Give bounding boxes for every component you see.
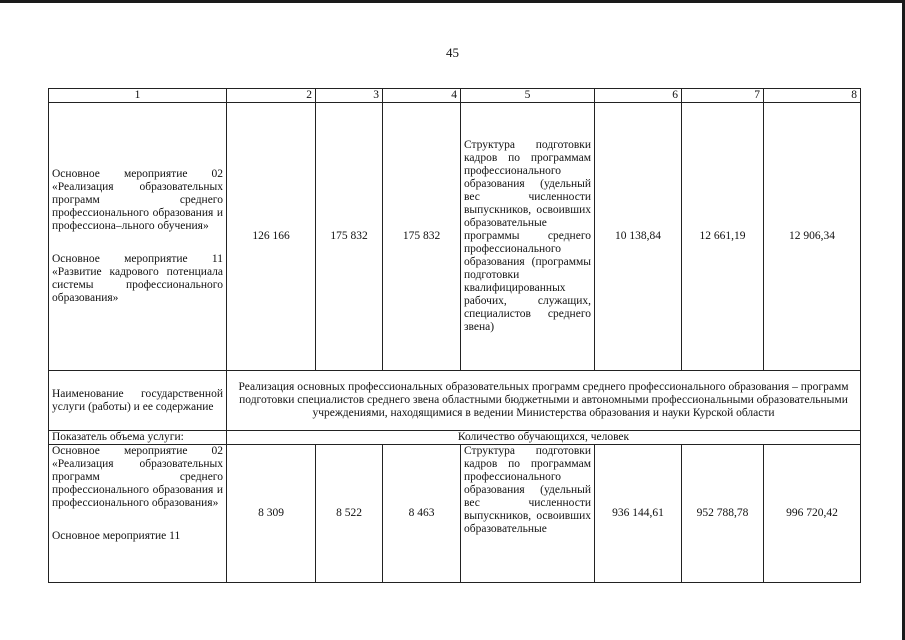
program-table — [48, 88, 861, 583]
header-cell-6: 6 — [595, 89, 682, 103]
service-name-value: Реализация основных профессиональных образовательных программ среднего профессионального образования – программ подготовки специалистов среднего звена областными бюджетными и автономными профессиональными образовательными учреждениями, находящимися в ведении Министерства образования и науки Курской области — [227, 371, 861, 431]
service-name-row — [49, 371, 861, 431]
activity-cell — [49, 103, 227, 371]
volume-indicator-value: Количество обучающихся, человек — [227, 431, 861, 445]
indicator-text: Структура подготовки кадров по программам профессионального образования (удельный вес численности выпускников, освоивших образовательные — [461, 445, 595, 583]
value-col2: 8 309 — [227, 445, 316, 583]
activity-02-text: Основное мероприятие 02 «Реализация образовательных программ среднего профессионального образования и профессиона–льного обучения» — [52, 168, 223, 232]
header-cell-4: 4 — [383, 89, 461, 103]
value-col7: 12 661,19 — [682, 103, 764, 371]
activity-cell — [49, 445, 227, 583]
value-col4: 8 463 — [383, 445, 461, 583]
header-cell-8: 8 — [764, 89, 861, 103]
value-col3: 8 522 — [316, 445, 383, 583]
header-row — [49, 89, 861, 103]
value-col8: 12 906,34 — [764, 103, 861, 371]
value-col4: 175 832 — [383, 103, 461, 371]
table-row — [49, 445, 861, 583]
value-col6: 10 138,84 — [595, 103, 682, 371]
activity-11-text: Основное мероприятие 11 — [52, 530, 181, 542]
scan-border-top — [0, 0, 905, 3]
page-number: 45 — [446, 45, 459, 60]
table-row — [49, 103, 861, 371]
value-col2: 126 166 — [227, 103, 316, 371]
activity-02-text: Основное мероприятие 02 «Реализация образовательных программ среднего профессионального образования и профессионального образования» — [52, 445, 223, 509]
header-cell-2: 2 — [227, 89, 316, 103]
value-col3: 175 832 — [316, 103, 383, 371]
value-col8: 996 720,42 — [764, 445, 861, 583]
header-cell-5: 5 — [461, 89, 595, 103]
indicator-text: Структура подготовки кадров по программам профессионального образования (удельный вес численности выпускников, освоивших образовательные программы среднего профессионального образования (программы подготовки квалифицированных рабочих, служащих, специалистов среднего звена) — [461, 103, 595, 371]
service-name-label: Наименование государственной услуги (работы) и ее содержание — [49, 371, 227, 431]
header-cell-7: 7 — [682, 89, 764, 103]
volume-indicator-label: Показатель объема услуги: — [49, 431, 227, 445]
value-col7: 952 788,78 — [682, 445, 764, 583]
value-col6: 936 144,61 — [595, 445, 682, 583]
activity-11-text: Основное мероприятие 11 «Развитие кадрового потенциала системы профессионального образования» — [52, 253, 223, 304]
header-cell-3: 3 — [316, 89, 383, 103]
volume-indicator-row — [49, 431, 861, 445]
header-cell-1: 1 — [49, 89, 227, 103]
